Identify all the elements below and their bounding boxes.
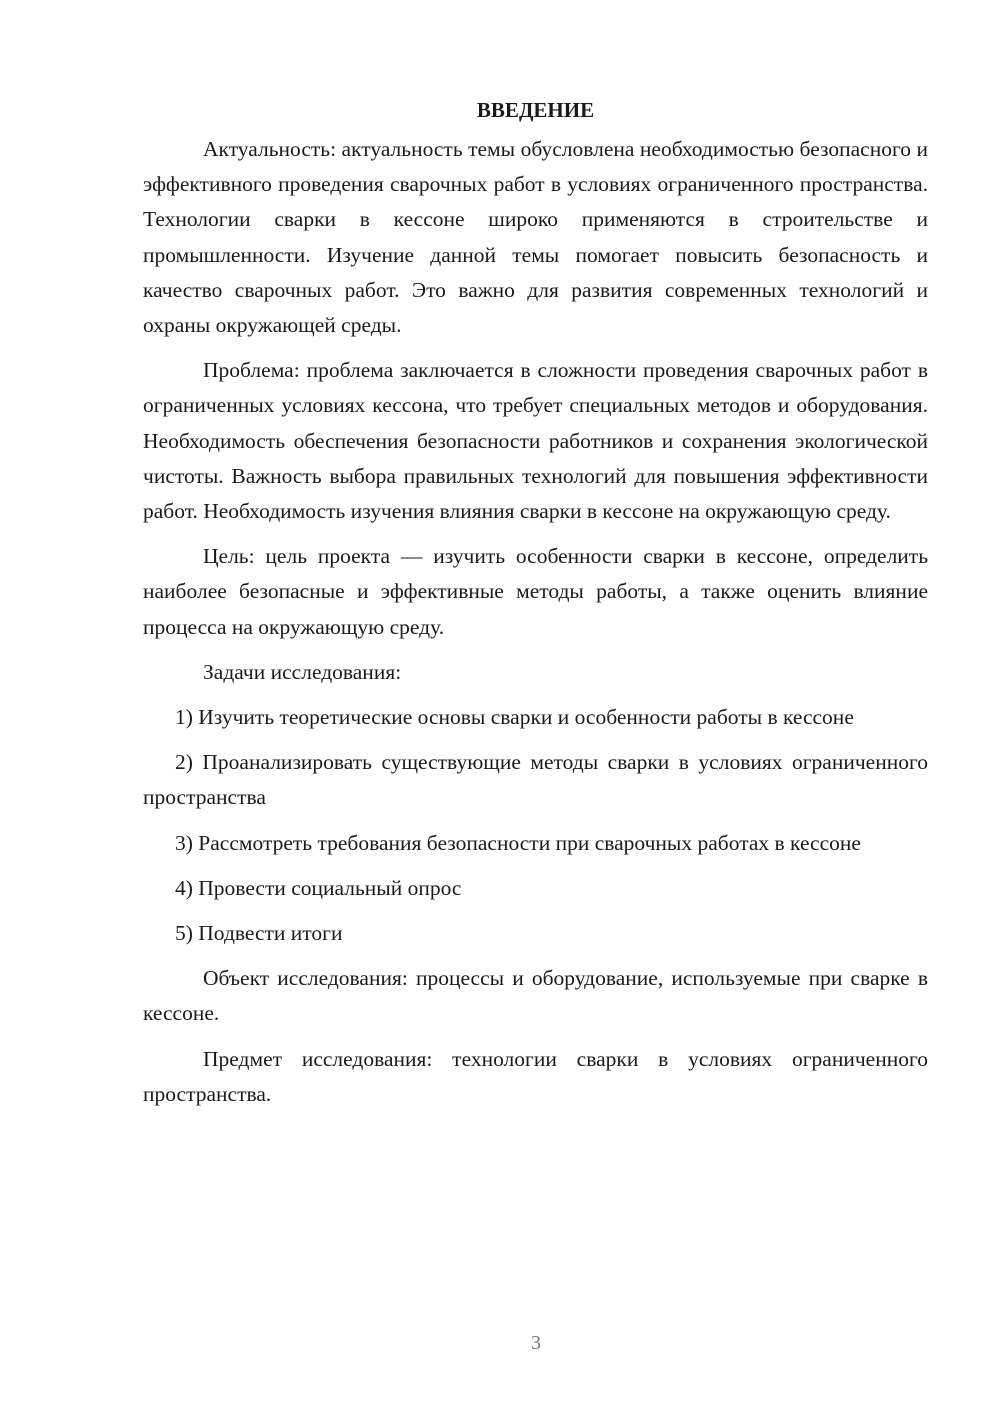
- task-item: 3) Рассмотреть требования безопасности при сварочных работах в кессоне: [175, 830, 861, 855]
- page-number: 3: [531, 1332, 541, 1354]
- task-item: 2) Проанализировать существующие методы сварки в условиях ограниченного пространства: [143, 750, 928, 810]
- tasks-title: Задачи исследования:: [203, 659, 402, 684]
- goal-paragraph: Цель: цель проекта — изучить особенности сварки в кессоне, определить наиболее безопасные и эффективные методы работы, а также оценить влияние процесса на окружающую среду.: [143, 544, 928, 639]
- page-title: ВВЕДЕНИЕ: [476, 98, 595, 122]
- task-item: 5) Подвести итоги: [175, 921, 343, 946]
- page-content: [143, 93, 928, 1122]
- subject-paragraph: Предмет исследования: технологии сварки в условиях ограниченного пространства.: [143, 1046, 928, 1106]
- task-item: 1) Изучить теоретические основы сварки и особенности работы в кессоне: [175, 705, 854, 730]
- problem-paragraph: Проблема: проблема заключается в сложности проведения сварочных работ в ограниченных условиях кессона, что требует специальных методов и оборудования. Необходимость обеспечения безопасности работников и сохранения экологической чистоты. Важность выбора правильных технологий для повышения эффективности работ. Необходимость изучения влияния сварки в кессоне на окружающую среду.: [143, 358, 928, 524]
- relevance-paragraph: Актуальность: актуальность темы обусловлена необходимостью безопасного и эффективного проведения сварочных работ в условиях ограниченного пространства. Технологии сварки в кессоне широко применяются в строительстве и промышленности. Изучение данной темы помогает повысить безопасность и качество сварочных работ. Это важно для развития современных технологий и охраны окружающей среды.: [143, 137, 928, 338]
- object-paragraph: Объект исследования: процессы и оборудование, используемые при сварке в кессоне.: [143, 966, 928, 1026]
- task-item: 4) Провести социальный опрос: [175, 875, 462, 900]
